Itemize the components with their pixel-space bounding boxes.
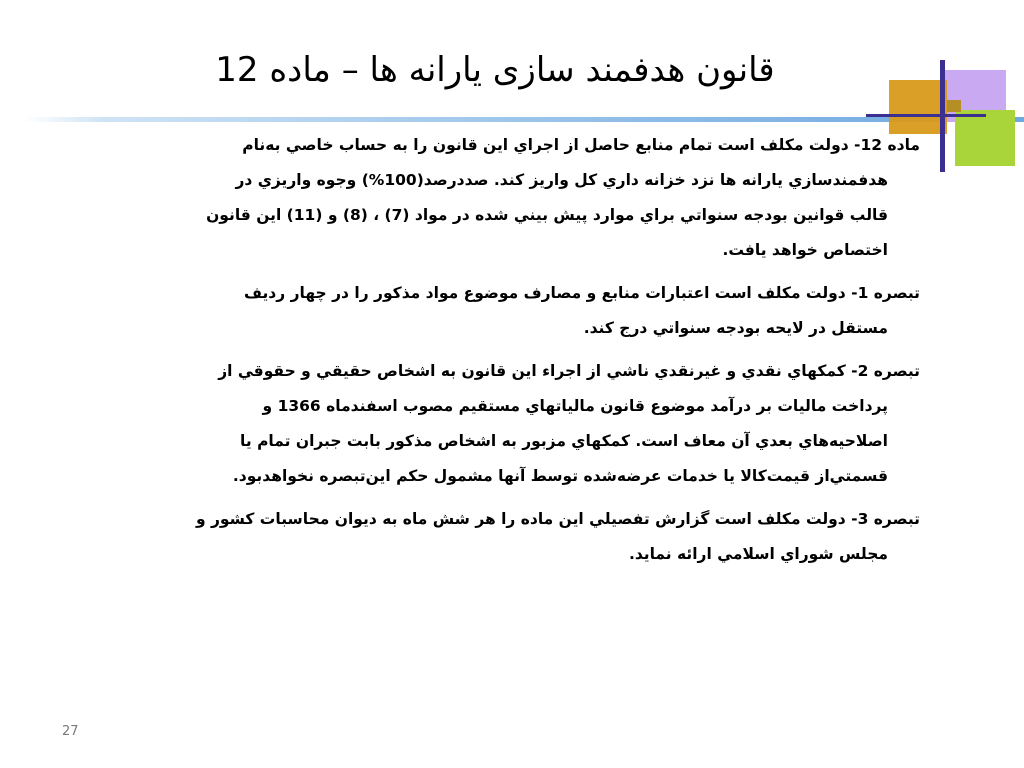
article-12-paragraph [100, 128, 920, 268]
paragraph-line: قسمتي‌از قيمت‌كالا يا خدمات عرضه‌شده توسط آنها مشمول حكم اين‌تبصره نخواهدبود. [232, 467, 888, 485]
note-2-paragraph [100, 354, 920, 494]
note-3-paragraph [100, 502, 920, 572]
paragraph-line: مجلس شوراي اسلامي ارائه نمايد. [628, 545, 888, 563]
paragraph-line: مستقل در لايحه بودجه سنواتي درج كند. [583, 319, 888, 337]
slide-title: قانون هدفمند سازی یارانه ها – ماده 12 [215, 50, 775, 90]
title-divider [24, 117, 1024, 122]
decorative-square-green [955, 110, 1015, 166]
paragraph-line: اختصاص خواهد يافت. [722, 241, 888, 259]
paragraph-line: هدفمندسازي يارانه ها نزد خزانه داري كل واريز كند. صددرصد(100%) وجوه واريزي در [235, 171, 888, 189]
decorative-square-orange [889, 80, 947, 134]
paragraph-line: تبصره 1- دولت مكلف است اعتبارات منابع و مصارف موضوع مواد مذكور را در چهار رديف [244, 284, 920, 302]
note-1-paragraph [100, 276, 920, 346]
decorative-square-gold [947, 100, 961, 112]
paragraph-line: اصلاحيه‌هاي بعدي آن معاف است. كمكهاي مزبور به اشخاص مذكور بابت جبران تمام يا [240, 432, 888, 450]
paragraph-line: ماده 12- دولت مكلف است تمام منابع حاصل از اجراي اين قانون را به حساب خاصي به‌نام [242, 136, 920, 154]
page-number: 27 [62, 724, 79, 739]
paragraph-line: قالب قوانين بودجه سنواتي براي موارد پيش بيني شده در مواد (7) ، (8) و (11) اين قانون [206, 206, 888, 224]
paragraph-line: تبصره 3- دولت مكلف است گزارش تفصيلي اين ماده را هر شش ماه به ديوان محاسبات كشور و [195, 510, 920, 528]
decorative-horizontal-line [866, 114, 986, 117]
slide-body [100, 128, 920, 580]
paragraph-line: تبصره 2- كمكهاي نقدي و غيرنقدي ناشي از اجراء اين قانون به اشخاص حقيقي و حقوقي از [218, 362, 920, 380]
paragraph-line: پرداخت ماليات بر درآمد موضوع قانون مالياتهاي مستقيم مصوب اسفندماه 1366 و [262, 397, 888, 415]
